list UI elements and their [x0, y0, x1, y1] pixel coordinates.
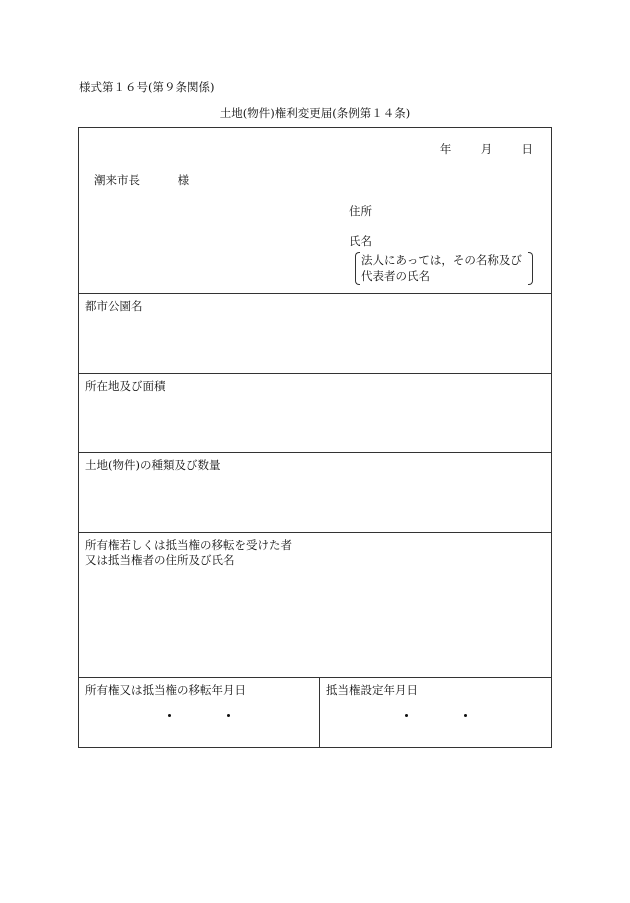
date-separator-dot	[227, 714, 230, 717]
corporation-note-line: 法人にあっては，その名称及び	[361, 253, 522, 267]
date-separator-dot	[168, 714, 171, 717]
form-code: 様式第１６号(第９条関係)	[79, 80, 215, 94]
form-title: 土地(物件)権利変更届(条例第１４条)	[219, 106, 411, 120]
kind-quantity-field[interactable]	[79, 453, 551, 533]
new-holder-label-line: 所有権若しくは抵当権の移転を受けた者	[85, 538, 292, 552]
park-name-label: 都市公園名	[85, 299, 143, 313]
date-separator-dot	[464, 714, 467, 717]
date-separator-dot	[405, 714, 408, 717]
transfer-date-field[interactable]	[79, 678, 319, 747]
transfer-date-label: 所有権又は抵当権の移転年月日	[85, 683, 246, 697]
corporation-note-line: 代表者の氏名	[361, 268, 430, 283]
new-holder-label-line: 又は抵当権者の住所及び氏名	[85, 552, 235, 567]
form-table	[78, 127, 552, 748]
mortgage-date-label: 抵当権設定年月日	[326, 683, 418, 697]
name-label: 氏名	[349, 234, 372, 248]
dates-row	[79, 678, 551, 747]
address-label: 住所	[349, 204, 372, 218]
park-name-field[interactable]	[79, 294, 551, 374]
left-bracket	[355, 252, 360, 285]
location-area-field[interactable]	[79, 374, 551, 453]
header-section	[79, 128, 551, 294]
year-label: 年	[439, 142, 452, 156]
addressee-title: 潮来市長	[94, 173, 140, 187]
honorific: 様	[177, 173, 190, 187]
submission-date	[440, 142, 533, 157]
new-holder-field[interactable]	[79, 533, 551, 678]
location-area-label: 所在地及び面積	[85, 379, 166, 393]
month-label: 月	[480, 142, 493, 156]
new-holder-label	[85, 538, 292, 568]
mortgage-date-field[interactable]	[320, 678, 551, 747]
right-bracket	[528, 252, 533, 285]
corporation-note	[355, 252, 533, 285]
kind-quantity-label: 土地(物件)の種類及び数量	[85, 458, 221, 472]
day-label: 日	[521, 142, 533, 156]
addressee	[94, 173, 189, 188]
